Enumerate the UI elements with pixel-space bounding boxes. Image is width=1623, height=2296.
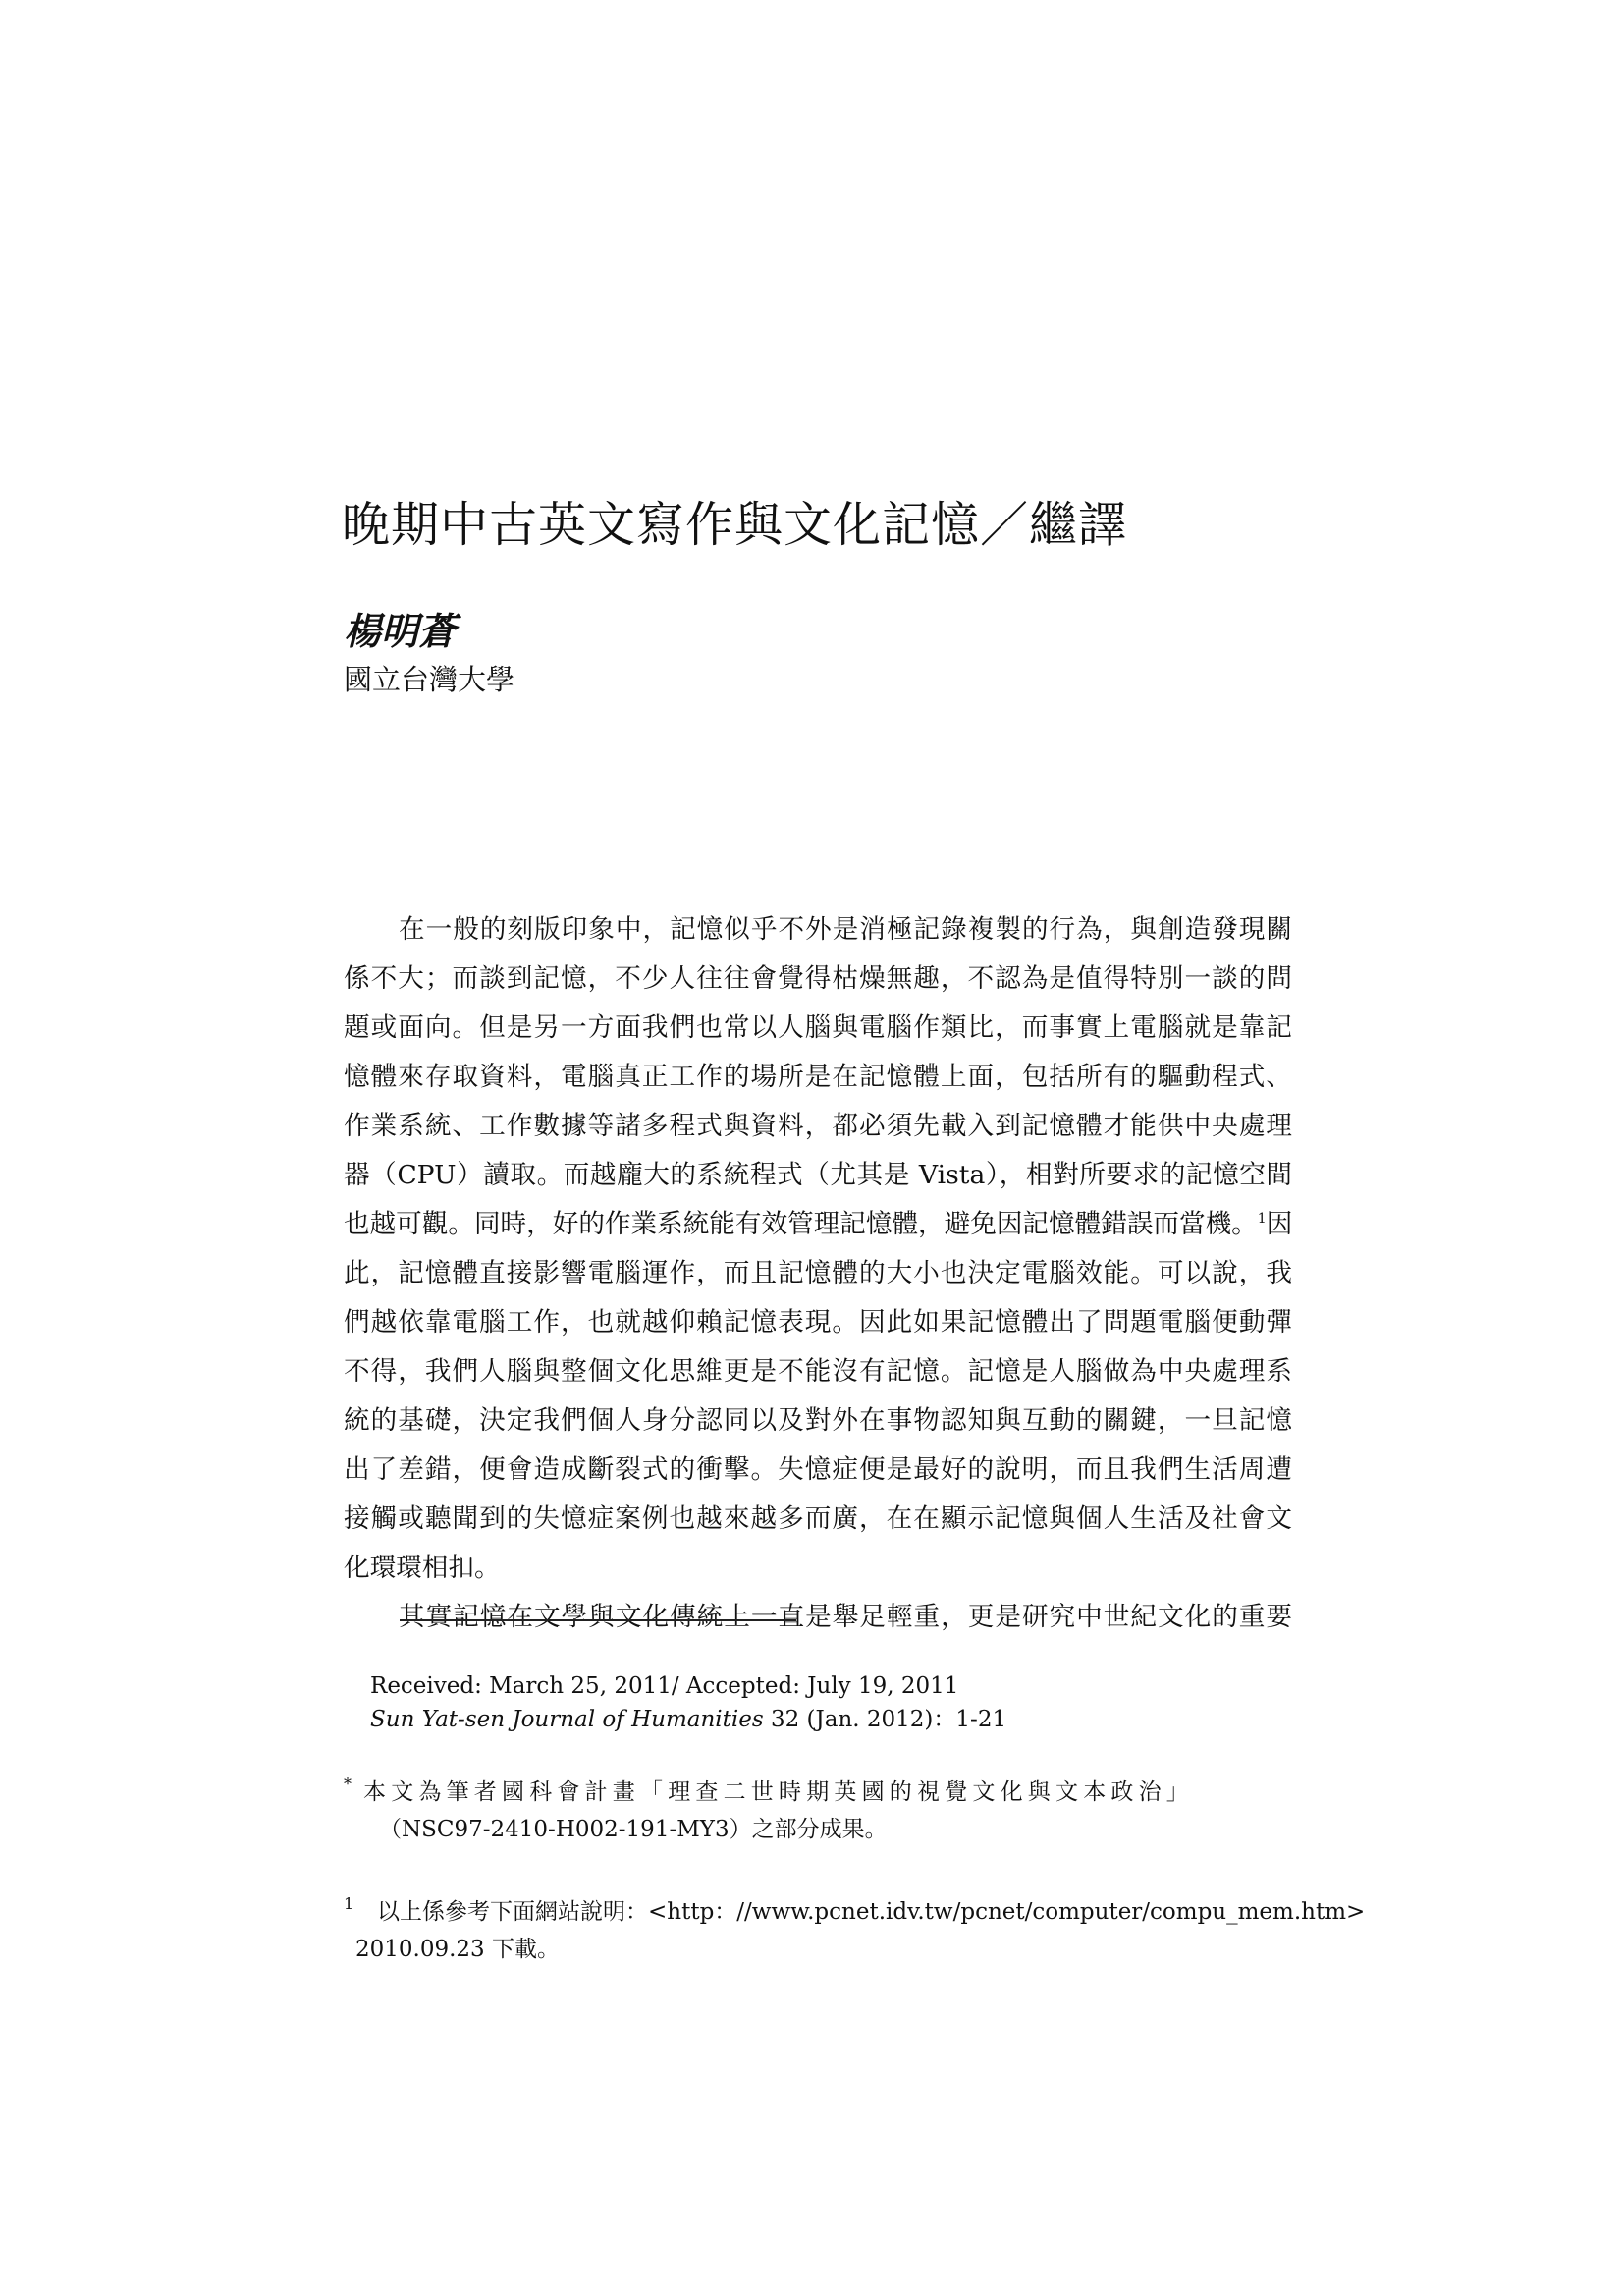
footnote-star-line: * 本文為筆者國科會計畫「理查二世時期英國的視覺文化與文本政治」 bbox=[344, 1775, 1194, 1805]
page-title: 晚期中古英文寫作與文化記憶／繼譯 bbox=[342, 497, 1128, 553]
body-text bbox=[344, 905, 1292, 1642]
author-name: 楊明蒼 bbox=[344, 609, 457, 653]
body-line: 不得，我們人腦與整個文化思維更是不能沒有記憶。記憶是人腦做為中央處理系 bbox=[344, 1356, 1292, 1387]
body-line: 作業系統、工作數據等諸多程式與資料，都必須先載入到記憶體才能供中央處理 bbox=[344, 1111, 1292, 1141]
footnote-1-line: 1 以上係參考下面網站說明：<http：//www.pcnet.idv.tw/pcnet/computer/compu_mem.htm> bbox=[344, 1894, 1366, 1925]
body-line: 憶體來存取資料，電腦真正工作的場所是在記憶體上面，包括所有的驅動程式、 bbox=[344, 1062, 1292, 1092]
received-accepted-dates: Received: March 25, 2011/ Accepted: July 19, 2011 bbox=[370, 1673, 959, 1699]
body-line-text: 也越可觀。同時，好的作業系統能有效管理記憶體，避免因記憶體錯誤而當機。 bbox=[344, 1209, 1258, 1239]
body-line: 係不大；而談到記憶，不少人往往會覺得枯燥無趣，不認為是值得特別一談的問 bbox=[344, 963, 1292, 994]
footnote-star-continuation: （NSC97-2410-H002-191-MY3）之部分成果。 bbox=[379, 1817, 888, 1842]
body-line: 其實記憶在文學與文化傳統上一直是舉足輕重，更是研究中世紀文化的重要 bbox=[399, 1602, 1292, 1632]
footnote-star-text: 本文為筆者國科會計畫「理查二世時期英國的視覺文化與文本政治」 bbox=[363, 1779, 1194, 1805]
body-line-with-footnote-ref bbox=[344, 1200, 1292, 1249]
body-line: 接觸或聽聞到的失憶症案例也越來越多而廣，在在顯示記憶與個人生活及社會文 bbox=[344, 1503, 1292, 1534]
journal-citation bbox=[344, 1703, 1304, 1736]
body-line: 器（CPU）讀取。而越龐大的系統程式（尤其是 Vista），相對所要求的記憶空間 bbox=[344, 1160, 1292, 1190]
body-line: 題或面向。但是另一方面我們也常以人腦與電腦作類比，而事實上電腦就是靠記 bbox=[344, 1012, 1292, 1043]
journal-volume-pages: 32 (Jan. 2012)：1-21 bbox=[763, 1707, 1007, 1732]
footnote-1-continuation: 2010.09.23 下載。 bbox=[355, 1937, 560, 1962]
body-line: 出了差錯，便會造成斷裂式的衝擊。失憶症便是最好的說明，而且我們生活周遭 bbox=[344, 1454, 1292, 1485]
body-line: 此，記憶體直接影響電腦運作，而且記憶體的大小也決定電腦效能。可以說，我 bbox=[344, 1258, 1292, 1288]
body-line: 在一般的刻版印象中，記憶似乎不外是消極記錄複製的行為，與創造發現關 bbox=[399, 914, 1292, 945]
footnote-1-text: 以上係參考下面網站說明：<http：//www.pcnet.idv.tw/pcnet/computer/compu_mem.htm> bbox=[377, 1899, 1366, 1925]
body-line: 統的基礎，決定我們個人身分認同以及對外在事物認知與互動的關鍵，一旦記憶 bbox=[344, 1405, 1292, 1436]
footnotes bbox=[344, 1669, 1366, 1962]
footnote-divider bbox=[400, 1619, 796, 1621]
author-affiliation: 國立台灣大學 bbox=[344, 663, 515, 696]
body-line: 們越依靠電腦工作，也就越仰賴記憶表現。因此如果記憶體出了問題電腦便動彈 bbox=[344, 1307, 1292, 1338]
footnote-reference-1[interactable]: 1 bbox=[1257, 1211, 1267, 1227]
body-line: 化環環相扣。 bbox=[344, 1553, 501, 1583]
journal-name: Sun Yat-sen Journal of Humanities bbox=[370, 1707, 764, 1732]
footnote-star bbox=[344, 1774, 1304, 1848]
body-line-tail: 因 bbox=[1266, 1209, 1293, 1239]
footnote-1 bbox=[344, 1893, 1366, 1968]
